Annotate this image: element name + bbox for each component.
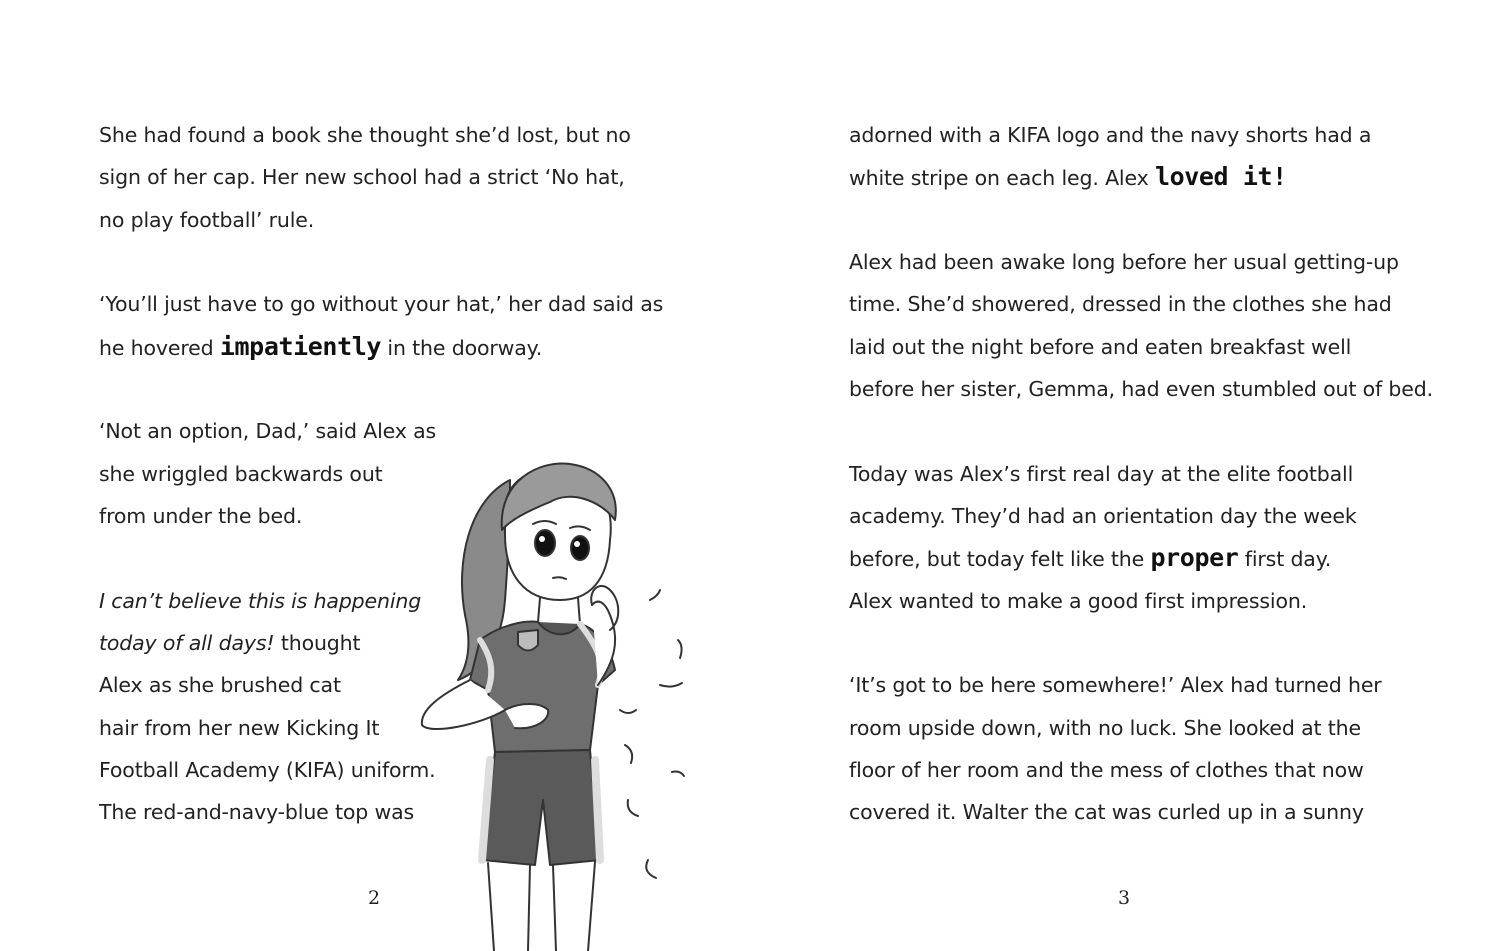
text-line <box>99 587 421 615</box>
text-line <box>849 544 1331 573</box>
text-line: Alex as she brushed cat <box>99 673 341 697</box>
text-line: floor of her room and the mess of clothes that now <box>849 758 1364 782</box>
text-line: Alex had been awake long before her usual getting-up <box>849 250 1399 274</box>
text-line: The red-and-navy-blue top was <box>99 800 415 824</box>
text-line: sign of her cap. Her new school had a strict ‘No hat, <box>99 165 625 189</box>
text-line: room upside down, with no luck. She looked at the <box>849 716 1361 740</box>
text-line: Today was Alex’s first real day at the elite football <box>849 462 1354 486</box>
text-line: before her sister, Gemma, had even stumbled out of bed. <box>849 377 1433 401</box>
text-line: Football Academy (KIFA) uniform. <box>99 758 436 782</box>
text-line: hair from her new Kicking It <box>99 716 380 740</box>
text-line: from under the bed. <box>99 504 303 528</box>
text-line: academy. They’d had an orientation day the week <box>849 504 1357 528</box>
text-line: laid out the night before and eaten breakfast well <box>849 335 1352 359</box>
text-run: he hovered <box>99 336 220 360</box>
page-number: 3 <box>1118 887 1131 909</box>
text-line <box>849 163 1287 192</box>
text-run: white stripe on each leg. Alex <box>849 166 1155 190</box>
emphasis-word: loved it! <box>1154 162 1287 191</box>
text-line: Alex wanted to make a good first impression. <box>849 589 1308 613</box>
text-line <box>99 629 360 657</box>
emphasis-word: proper <box>1150 543 1239 572</box>
right-page <box>750 0 1500 951</box>
text-line: ‘Not an option, Dad,’ said Alex as <box>99 419 437 443</box>
text-run: in the doorway. <box>381 336 543 360</box>
text-run: thought <box>274 631 361 655</box>
page-number: 2 <box>368 887 381 909</box>
text-line: ‘It’s got to be here somewhere!’ Alex had turned her <box>849 673 1382 697</box>
text-line: no play football’ rule. <box>99 208 315 232</box>
text-line: covered it. Walter the cat was curled up in a sunny <box>849 800 1364 824</box>
italic-thought: today of all days! <box>99 631 275 655</box>
text-line: ‘You’ll just have to go without your hat,’ her dad said as <box>99 292 664 316</box>
text-run: before, but today felt like the <box>849 547 1151 571</box>
text-line: time. She’d showered, dressed in the clothes she had <box>849 292 1392 316</box>
text-line: She had found a book she thought she’d lost, but no <box>99 123 631 147</box>
text-line: she wriggled backwards out <box>99 462 383 486</box>
girl-in-kit-illustration <box>410 440 710 951</box>
italic-thought: I can’t believe this is happening <box>99 589 422 613</box>
emphasis-word: impatiently <box>219 332 382 361</box>
text-run: first day. <box>1238 547 1332 571</box>
text-line: adorned with a KIFA logo and the navy shorts had a <box>849 123 1372 147</box>
text-line <box>99 333 542 362</box>
